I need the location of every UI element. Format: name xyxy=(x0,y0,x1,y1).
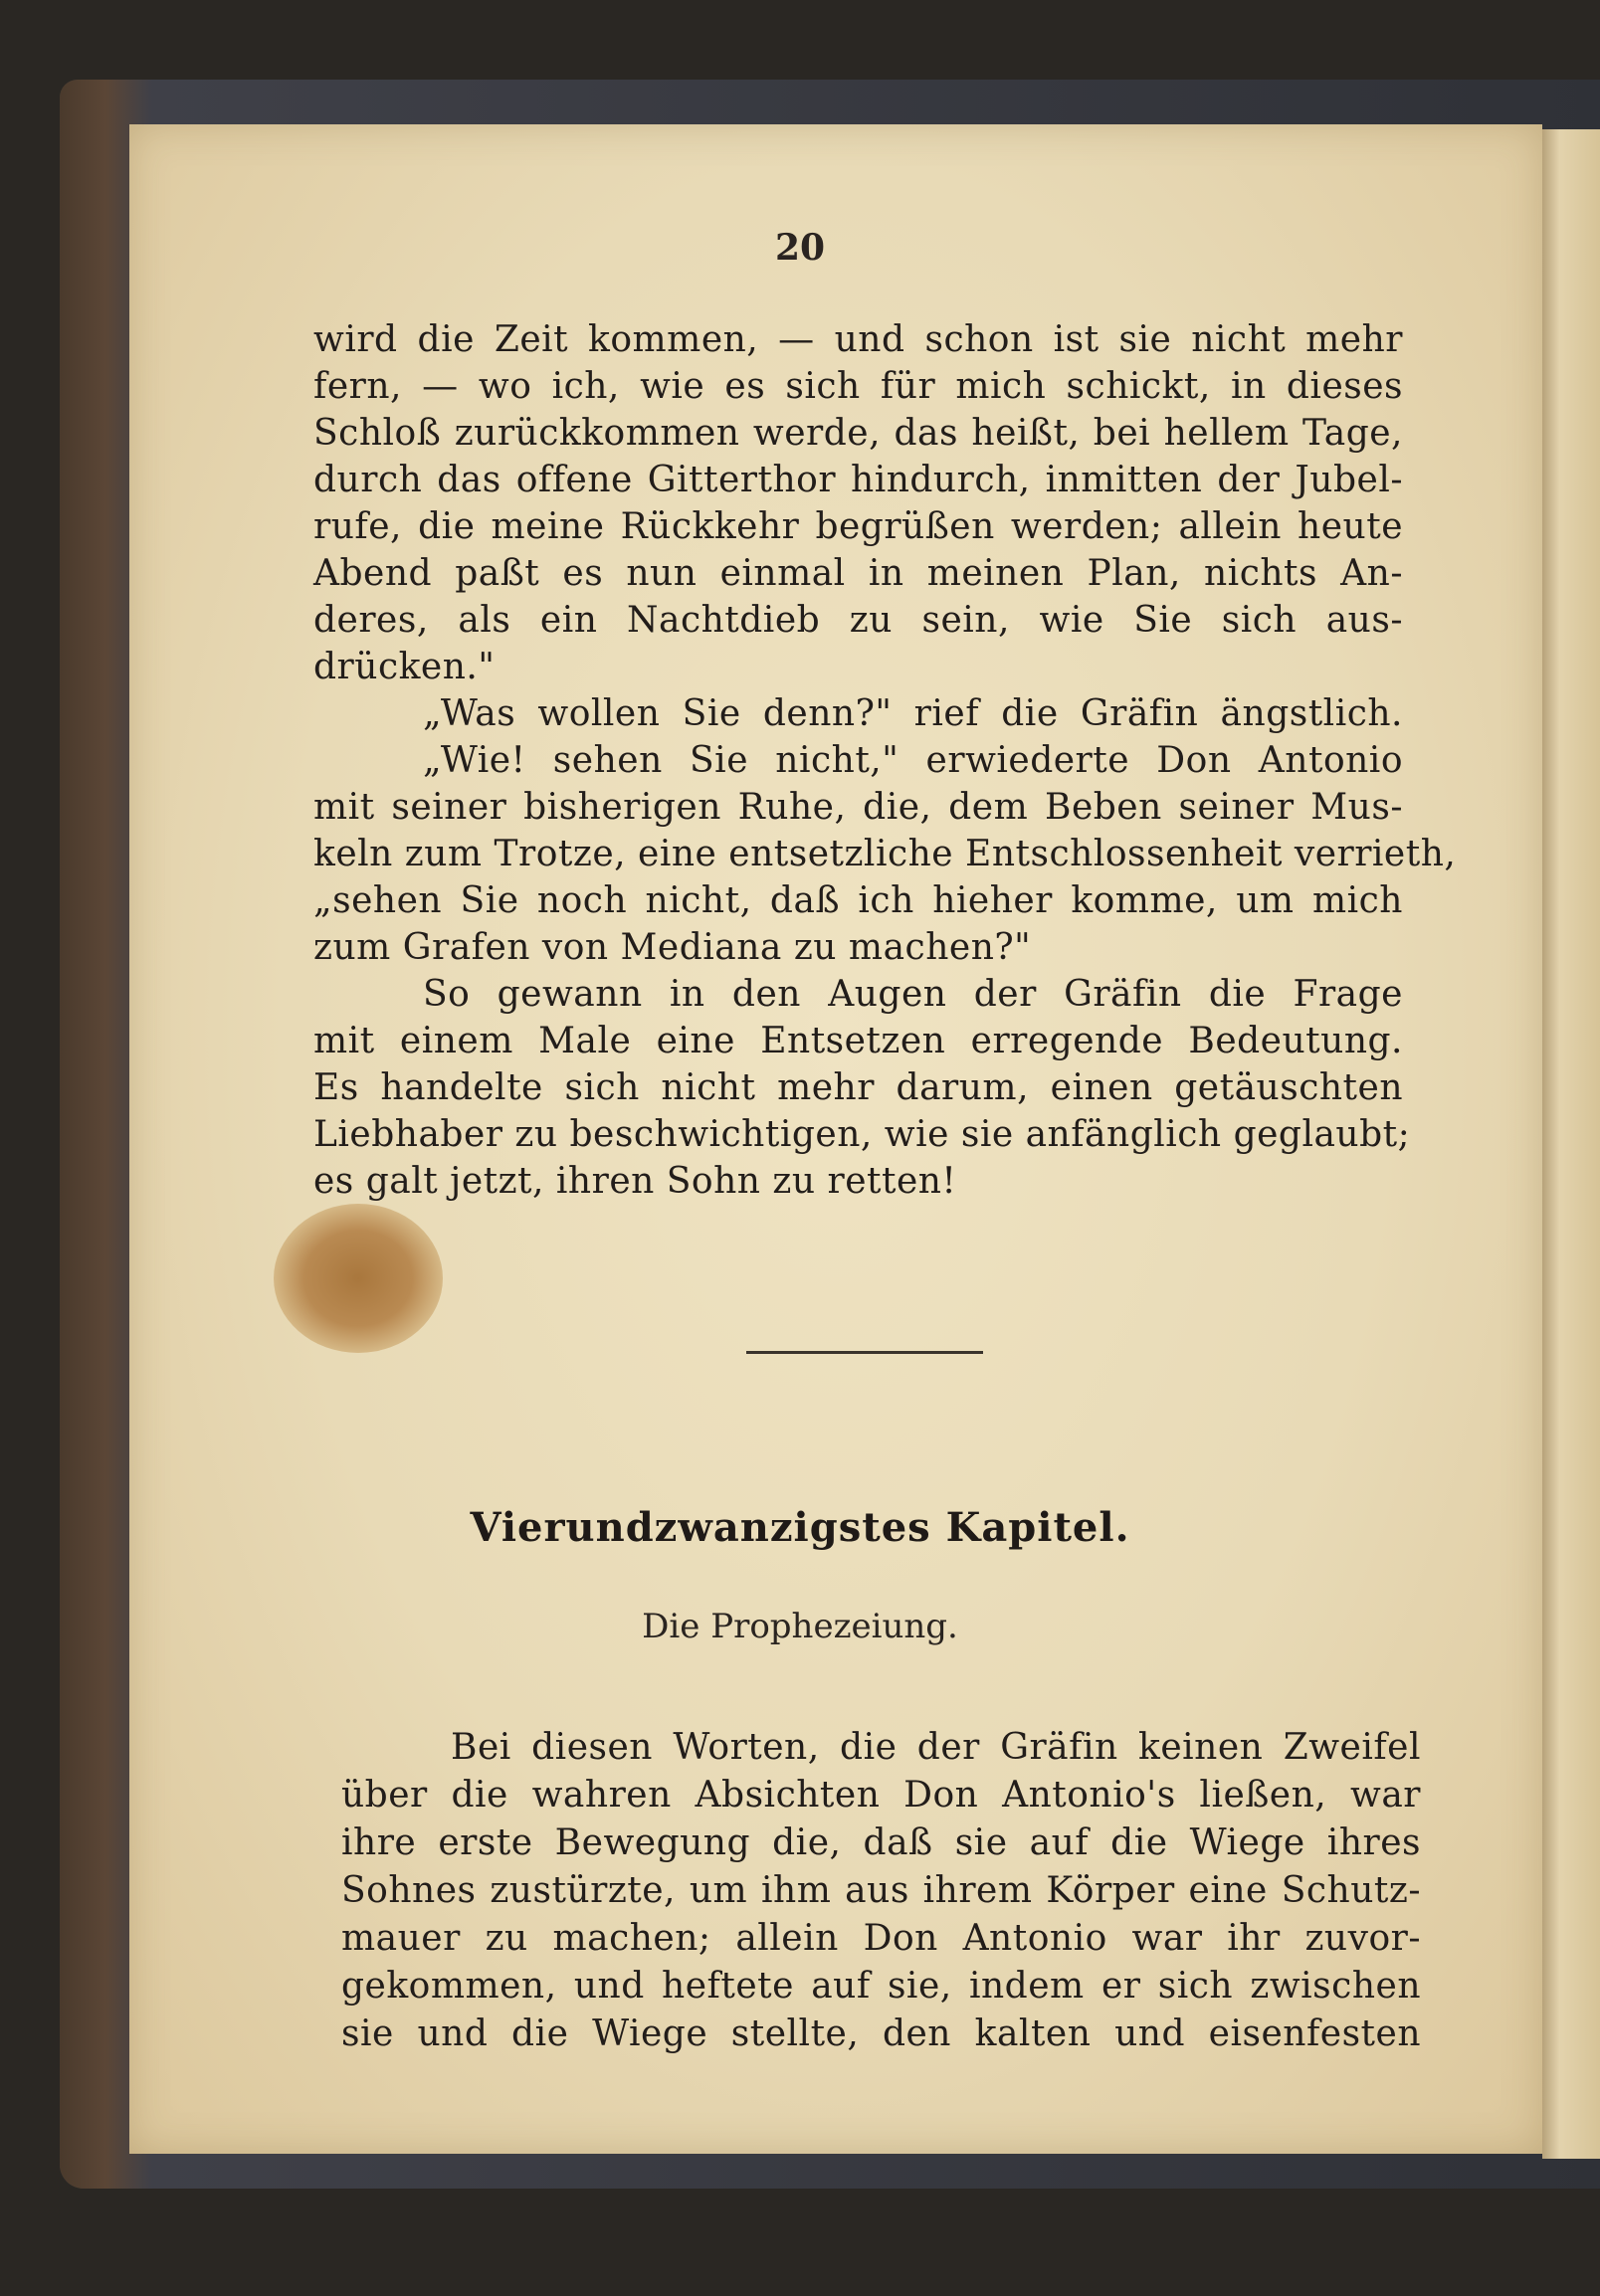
text-line: mit einem Male eine Entsetzen erregende Bedeutung. xyxy=(313,1021,1403,1061)
text-line: fern, — wo ich, wie es sich für mich schickt, in dieses xyxy=(313,366,1403,407)
text-block-bottom xyxy=(341,1724,1421,2058)
text-line: So gewann in den Augen der Gräfin die Frage xyxy=(423,974,1403,1015)
text-line: drücken." xyxy=(313,647,496,687)
text-line: „Wie! sehen Sie nicht," erwiederte Don Antonio xyxy=(423,740,1403,781)
text-line: rufe, die meine Rückkehr begrüßen werden; allein heute xyxy=(313,506,1403,547)
text-line: zum Grafen von Mediana zu machen?" xyxy=(313,927,1032,968)
text-line: Sohnes zustürzte, um ihm aus ihrem Körper eine Schutz- xyxy=(341,1870,1421,1911)
text-line: deres, als ein Nachtdieb zu sein, wie Sie sich aus- xyxy=(313,600,1403,641)
text-line: durch das offene Gitterthor hindurch, inmitten der Jubel- xyxy=(313,460,1403,500)
text-line: „Was wollen Sie denn?" rief die Gräfin ängstlich. xyxy=(423,693,1403,734)
text-line: keln zum Trotze, eine entsetzliche Entschlossenheit verrieth, xyxy=(313,834,1457,874)
page-stain xyxy=(274,1204,443,1353)
text-line: es galt jetzt, ihren Sohn zu retten! xyxy=(313,1161,957,1202)
text-block-top xyxy=(313,316,1457,1205)
text-line: Abend paßt es nun einmal in meinen Plan, nichts An- xyxy=(313,553,1403,594)
page-number: 20 xyxy=(774,227,826,269)
text-line: ihre erste Bewegung die, daß sie auf die Wiege ihres xyxy=(341,1822,1421,1863)
facing-page-edge xyxy=(1542,129,1600,2159)
text-line: Liebhaber zu beschwichtigen, wie sie anfänglich geglaubt; xyxy=(313,1114,1411,1155)
section-divider xyxy=(746,1351,983,1354)
chapter-title: Vierundzwanzigstes Kapitel. xyxy=(470,1504,1130,1551)
text-line: wird die Zeit kommen, — und schon ist sie nicht mehr xyxy=(313,319,1403,360)
text-line: „sehen Sie noch nicht, daß ich hieher komme, um mich xyxy=(313,880,1403,921)
text-line: über die wahren Absichten Don Antonio's ließen, war xyxy=(341,1775,1421,1816)
text-line: sie und die Wiege stellte, den kalten und eisenfesten xyxy=(341,2013,1421,2054)
text-line: Bei diesen Worten, die der Gräfin keinen Zweifel xyxy=(451,1727,1421,1768)
text-line: gekommen, und heftete auf sie, indem er sich zwischen xyxy=(341,1966,1421,2007)
text-line: Schloß zurückkommen werde, das heißt, bei hellem Tage, xyxy=(313,413,1403,454)
text-line: mauer zu machen; allein Don Antonio war ihr zuvor- xyxy=(341,1918,1421,1959)
text-line: Es handelte sich nicht mehr darum, einen getäuschten xyxy=(313,1067,1403,1108)
text-line: mit seiner bisherigen Ruhe, die, dem Beben seiner Mus- xyxy=(313,787,1403,828)
chapter-subtitle: Die Prophezeiung. xyxy=(642,1607,958,1646)
